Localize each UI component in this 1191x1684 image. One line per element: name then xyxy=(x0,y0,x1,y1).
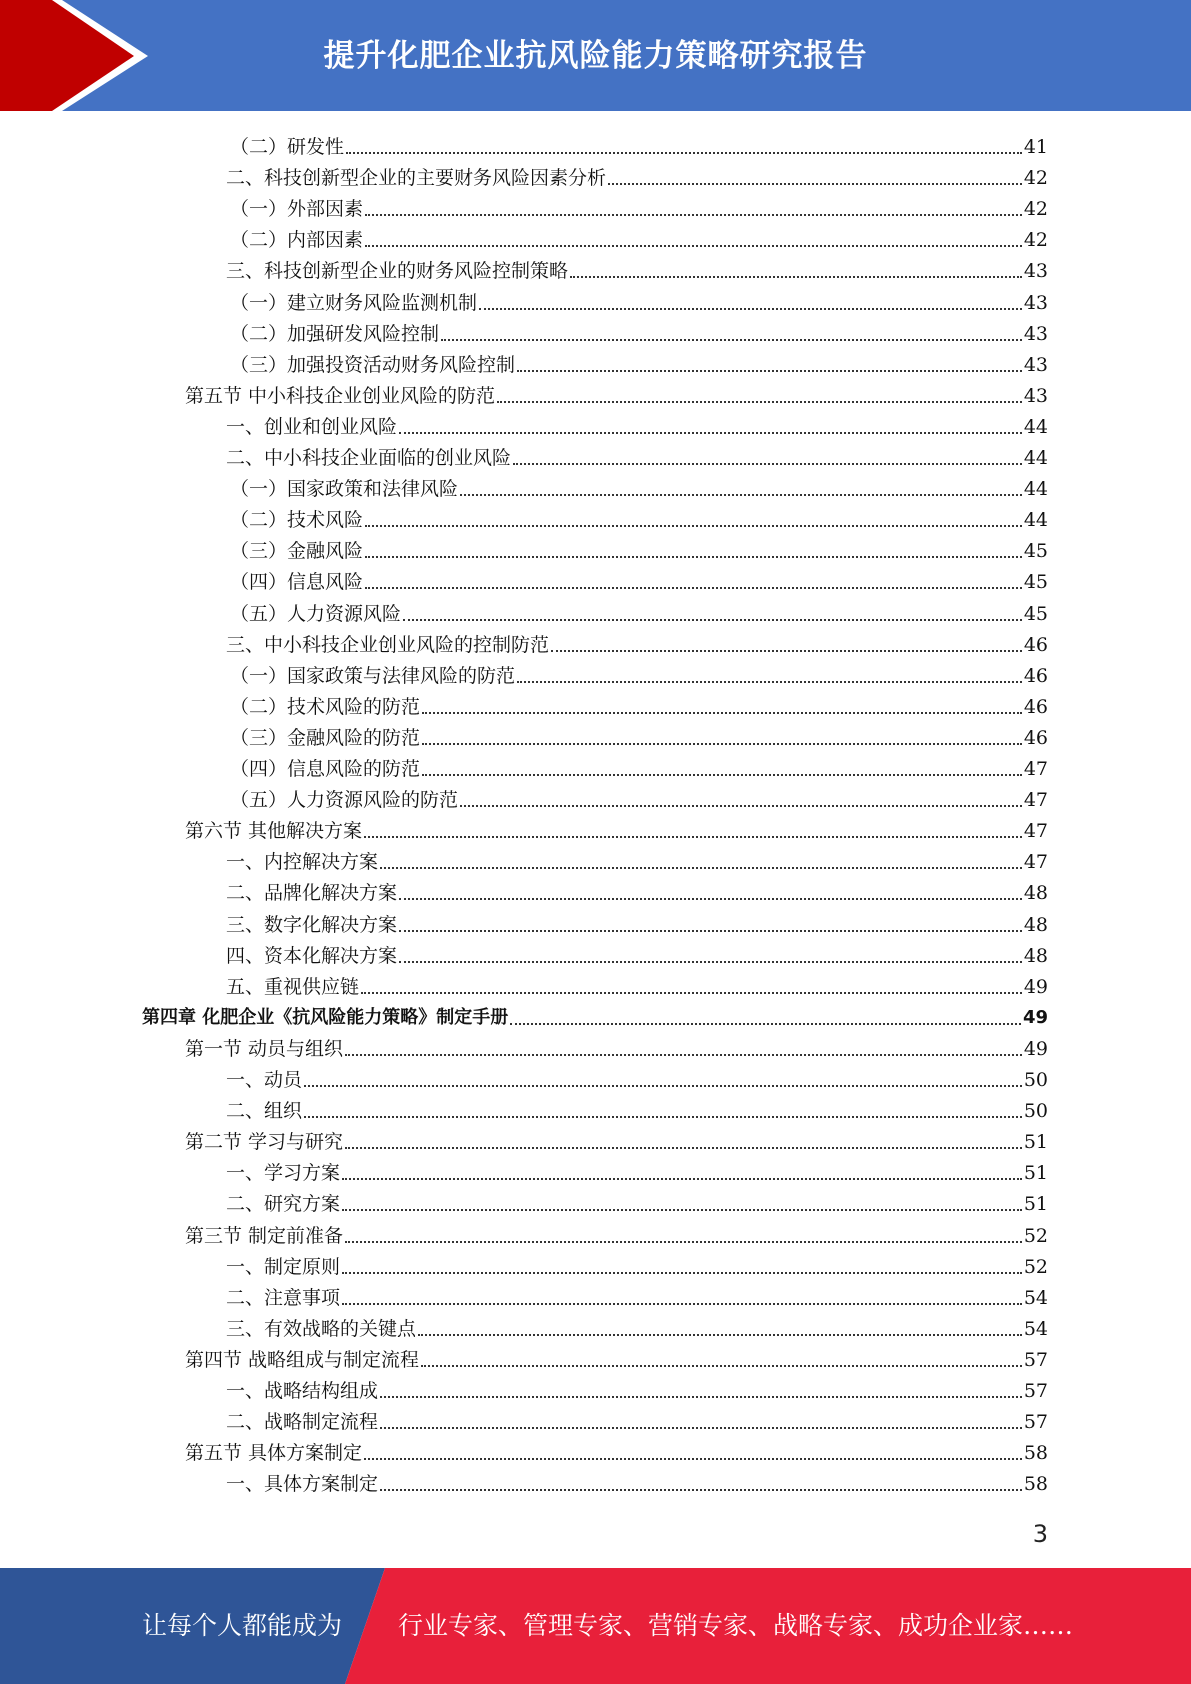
toc-leader-dots xyxy=(422,773,1022,776)
toc-entry-label: （一）国家政策与法律风险的防范 xyxy=(230,664,516,687)
toc-entry-label: 第四节 战略组成与制定流程 xyxy=(185,1348,420,1371)
toc-entry xyxy=(230,532,1048,563)
toc-entry-page: 43 xyxy=(1023,353,1048,376)
toc-entry-label: 二、注意事项 xyxy=(226,1286,341,1309)
toc-entry-page: 57 xyxy=(1023,1380,1048,1402)
toc-leader-dots xyxy=(342,1177,1022,1180)
toc-leader-dots xyxy=(342,1208,1022,1211)
toc-leader-dots xyxy=(345,1146,1022,1149)
toc-entry-page: 49 xyxy=(1023,975,1048,998)
toc-entry-page: 47 xyxy=(1023,758,1048,780)
toc-entry xyxy=(226,843,1048,874)
toc-entry xyxy=(230,221,1048,252)
toc-entry-page: 43 xyxy=(1023,291,1048,314)
toc-entry xyxy=(226,906,1048,937)
toc-entry-label: （三）加强投资活动财务风险控制 xyxy=(230,353,516,376)
toc-entry-page: 57 xyxy=(1023,1348,1048,1371)
toc-entry-page: 44 xyxy=(1023,478,1048,501)
toc-leader-dots xyxy=(361,991,1022,994)
toc-leader-dots xyxy=(399,897,1022,900)
toc-entry-label: 二、组织 xyxy=(226,1100,303,1123)
toc-entry-page: 44 xyxy=(1023,415,1048,438)
toc-entry xyxy=(226,1279,1048,1310)
toc-entry-label: （五）人力资源风险 xyxy=(230,602,402,625)
toc-entry-page: 49 xyxy=(1023,1037,1048,1060)
toc-entry-label: 第三节 制定前准备 xyxy=(185,1224,344,1247)
toc-entry-label: 一、具体方案制定 xyxy=(226,1473,379,1496)
toc-entry xyxy=(226,968,1048,999)
toc-entry-label: 二、战略制定流程 xyxy=(226,1411,379,1434)
toc-leader-dots xyxy=(399,929,1022,932)
toc-entry-label: 一、内控解决方案 xyxy=(226,851,379,874)
toc-leader-dots xyxy=(364,835,1022,838)
toc-leader-dots xyxy=(403,618,1022,621)
toc-entry xyxy=(226,1061,1048,1092)
toc-entry-label: 第五节 中小科技企业创业风险的防范 xyxy=(185,384,496,407)
toc-entry xyxy=(226,252,1048,283)
toc-leader-dots xyxy=(380,1426,1022,1429)
toc-entry-label: （五）人力资源风险的防范 xyxy=(230,789,459,812)
toc-entry-label: 一、学习方案 xyxy=(226,1162,341,1185)
toc-entry-page: 47 xyxy=(1023,789,1048,812)
toc-leader-dots xyxy=(422,742,1022,745)
toc-entry xyxy=(230,595,1048,626)
toc-entry-label: （二）技术风险 xyxy=(230,509,364,532)
toc-leader-dots xyxy=(570,275,1022,278)
toc-entry xyxy=(185,377,1048,408)
toc-leader-dots xyxy=(345,1240,1022,1243)
toc-entry-page: 52 xyxy=(1023,1224,1048,1247)
toc-entry-page: 46 xyxy=(1023,664,1048,687)
toc-entry-label: 一、战略结构组成 xyxy=(226,1380,379,1402)
toc-entry-page: 52 xyxy=(1023,1255,1048,1278)
footer-slogan-right: 行业专家、管理专家、营销专家、战略专家、成功企业家…… xyxy=(398,1611,1074,1640)
toc-leader-dots xyxy=(517,680,1022,683)
toc-entry-page: 41 xyxy=(1023,136,1048,158)
toc-entry xyxy=(226,1248,1048,1279)
toc-leader-dots xyxy=(304,1115,1022,1118)
toc-entry-label: 一、动员 xyxy=(226,1069,303,1091)
toc-entry-label: （一）建立财务风险监测机制 xyxy=(230,291,478,314)
toc-leader-dots xyxy=(460,493,1022,496)
toc-entry-page: 48 xyxy=(1023,944,1048,967)
toc-entry-label: 第一节 动员与组织 xyxy=(185,1037,344,1060)
toc-entry-page: 54 xyxy=(1023,1286,1048,1309)
toc-entry xyxy=(226,626,1048,657)
toc-entry-label: 三、有效战略的关键点 xyxy=(226,1317,417,1340)
toc-entry-page: 42 xyxy=(1023,198,1048,221)
toc-entry-label: （四）信息风险 xyxy=(230,571,364,594)
toc-entry-label: 二、科技创新型企业的主要财务风险因素分析 xyxy=(226,167,607,190)
page-number: 3 xyxy=(1032,1520,1048,1548)
toc-leader-dots xyxy=(380,866,1022,869)
toc-entry-label: 四、资本化解决方案 xyxy=(226,944,398,967)
toc-entry-page: 57 xyxy=(1023,1411,1048,1434)
toc-leader-dots xyxy=(346,151,1022,154)
toc-entry-label: 五、重视供应链 xyxy=(226,975,360,998)
toc-leader-dots xyxy=(304,1084,1022,1087)
toc-leader-dots xyxy=(365,586,1022,589)
toc-entry xyxy=(230,501,1048,532)
toc-entry xyxy=(226,937,1048,968)
toc-leader-dots xyxy=(441,338,1022,341)
toc-entry xyxy=(226,1310,1048,1341)
toc-entry-label: 三、科技创新型企业的财务风险控制策略 xyxy=(226,260,569,283)
toc-entry-page: 46 xyxy=(1023,695,1048,718)
toc-leader-dots xyxy=(364,1457,1022,1460)
toc-entry-label: （三）金融风险 xyxy=(230,540,364,563)
toc-entry-page: 47 xyxy=(1023,820,1048,843)
toc-entry-label: （二）研发性 xyxy=(230,136,345,158)
toc-entry-page: 50 xyxy=(1023,1069,1048,1091)
toc-leader-dots xyxy=(608,182,1022,185)
toc-entry-label: 三、中小科技企业创业风险的控制防范 xyxy=(226,633,550,656)
toc-leader-dots xyxy=(380,1488,1022,1491)
toc-entry-page: 43 xyxy=(1023,322,1048,345)
toc-entry-page: 45 xyxy=(1023,571,1048,594)
toc-entry-page: 49 xyxy=(1022,1006,1048,1028)
toc-entry-page: 45 xyxy=(1023,602,1048,625)
toc-leader-dots xyxy=(510,1022,1021,1025)
toc-entry xyxy=(230,284,1048,315)
toc-entry xyxy=(185,1434,1048,1465)
toc-entry xyxy=(185,1030,1048,1061)
toc-entry-page: 44 xyxy=(1023,509,1048,532)
toc-entry-page: 43 xyxy=(1023,260,1048,283)
toc-entry xyxy=(230,688,1048,719)
toc-entry xyxy=(226,439,1048,470)
toc-entry xyxy=(226,1465,1048,1496)
toc-entry xyxy=(226,1403,1048,1434)
toc-entry xyxy=(226,1154,1048,1185)
toc-entry-label: 二、品牌化解决方案 xyxy=(226,882,398,905)
toc-entry xyxy=(142,999,1048,1030)
toc-entry-page: 44 xyxy=(1023,447,1048,469)
toc-entry-page: 54 xyxy=(1023,1317,1048,1340)
toc-entry-page: 46 xyxy=(1023,633,1048,656)
toc-entry-page: 51 xyxy=(1023,1162,1048,1185)
toc-entry xyxy=(230,657,1048,688)
toc-leader-dots xyxy=(418,1333,1022,1336)
footer-slogan-left: 让每个人都能成为 xyxy=(142,1611,343,1640)
toc-entry xyxy=(185,812,1048,843)
toc-entry-label: 二、研究方案 xyxy=(226,1193,341,1216)
toc-leader-dots xyxy=(479,307,1022,310)
toc-entry-page: 48 xyxy=(1023,882,1048,905)
toc-entry-label: 第四章 化肥企业《抗风险能力策略》制定手册 xyxy=(142,1006,509,1028)
toc-entry xyxy=(185,1217,1048,1248)
toc-entry xyxy=(230,190,1048,221)
toc-entry-page: 58 xyxy=(1023,1442,1048,1465)
toc-entry-label: 第五节 具体方案制定 xyxy=(185,1442,363,1465)
toc-entry-label: （一）外部因素 xyxy=(230,198,364,221)
page-footer xyxy=(0,1568,1191,1684)
toc-leader-dots xyxy=(365,524,1022,527)
toc-leader-dots xyxy=(342,1302,1022,1305)
toc-leader-dots xyxy=(513,462,1022,465)
toc-entry-label: （二）技术风险的防范 xyxy=(230,695,421,718)
toc-leader-dots xyxy=(460,804,1022,807)
toc-leader-dots xyxy=(345,1053,1022,1056)
toc-entry-label: 三、数字化解决方案 xyxy=(226,913,398,936)
toc-entry xyxy=(226,1092,1048,1123)
toc-entry-label: （一）国家政策和法律风险 xyxy=(230,478,459,501)
toc-entry-label: （四）信息风险的防范 xyxy=(230,758,421,780)
toc-entry xyxy=(185,1341,1048,1372)
toc-entry-page: 51 xyxy=(1023,1193,1048,1216)
toc-entry-page: 51 xyxy=(1023,1131,1048,1154)
toc-entry-label: （二）内部因素 xyxy=(230,229,364,252)
toc-entry xyxy=(230,315,1048,346)
toc-entry-label: 二、中小科技企业面临的创业风险 xyxy=(226,447,512,469)
toc-entry-label: （三）金融风险的防范 xyxy=(230,726,421,749)
toc-entry xyxy=(226,874,1048,905)
toc-entry xyxy=(230,563,1048,594)
toc-leader-dots xyxy=(551,649,1022,652)
toc-leader-dots xyxy=(365,213,1022,216)
toc-entry-page: 50 xyxy=(1023,1100,1048,1123)
toc-entry-page: 42 xyxy=(1023,167,1048,190)
toc-entry xyxy=(226,1185,1048,1216)
toc-entry-page: 45 xyxy=(1023,540,1048,563)
toc-leader-dots xyxy=(422,711,1022,714)
toc-entry-label: 第六节 其他解决方案 xyxy=(185,820,363,843)
toc-entry xyxy=(230,781,1048,812)
toc-leader-dots xyxy=(399,960,1022,963)
toc-entry xyxy=(230,470,1048,501)
toc-entry-page: 47 xyxy=(1023,851,1048,874)
toc-entry xyxy=(226,408,1048,439)
toc-entry-page: 58 xyxy=(1023,1473,1048,1496)
toc-entry-label: （二）加强研发风险控制 xyxy=(230,322,440,345)
toc-leader-dots xyxy=(365,244,1022,247)
toc-entry-page: 46 xyxy=(1023,726,1048,749)
toc-entry-page: 48 xyxy=(1023,913,1048,936)
toc-entry xyxy=(230,719,1048,750)
toc-entry-page: 43 xyxy=(1023,384,1048,407)
toc-entry xyxy=(185,1123,1048,1154)
toc-leader-dots xyxy=(497,400,1022,403)
toc-entry-label: 第二节 学习与研究 xyxy=(185,1131,344,1154)
header-title: 提升化肥企业抗风险能力策略研究报告 xyxy=(323,38,868,74)
toc-entry xyxy=(226,159,1048,190)
toc-entry xyxy=(230,128,1048,159)
toc-entry xyxy=(230,346,1048,377)
toc-leader-dots xyxy=(342,1271,1022,1274)
toc-entry-label: 一、创业和创业风险 xyxy=(226,415,398,438)
toc-leader-dots xyxy=(380,1395,1022,1398)
toc-entry xyxy=(226,1372,1048,1403)
toc-leader-dots xyxy=(517,369,1022,372)
toc-entry-label: 一、制定原则 xyxy=(226,1255,341,1278)
page-header xyxy=(0,0,1191,111)
toc-leader-dots xyxy=(399,431,1022,434)
toc-entry xyxy=(230,750,1048,781)
toc-leader-dots xyxy=(421,1364,1022,1367)
toc-leader-dots xyxy=(365,555,1022,558)
toc-entry-page: 42 xyxy=(1023,229,1048,252)
